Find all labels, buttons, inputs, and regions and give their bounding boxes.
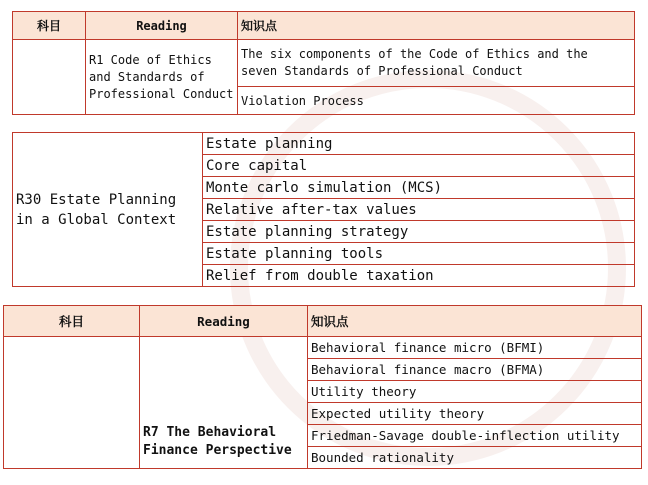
table-row	[4, 337, 642, 359]
knowledge-point-cell: Estate planning tools	[203, 243, 635, 265]
knowledge-point-cell: Core capital	[203, 155, 635, 177]
knowledge-point-cell: Expected utility theory	[308, 403, 642, 425]
reading-cell: R30 Estate Planning in a Global Context	[13, 133, 203, 287]
knowledge-point-cell: The six components of the Code of Ethics and the seven Standards of Professional Conduct	[238, 40, 635, 87]
knowledge-point-cell: Behavioral finance macro (BFMA)	[308, 359, 642, 381]
knowledge-point-cell: Estate planning strategy	[203, 221, 635, 243]
header-subject: 科目	[4, 306, 140, 337]
reading-cell: R1 Code of Ethics and Standards of Professional Conduct	[86, 40, 238, 115]
knowledge-point-cell: Violation Process	[238, 87, 635, 115]
subject-cell	[4, 337, 140, 469]
header-reading: Reading	[86, 12, 238, 40]
header-knowledge-point: 知识点	[308, 306, 642, 337]
table-r30-estate-planning	[12, 132, 635, 287]
table-row	[13, 133, 635, 155]
knowledge-point-cell: Relative after-tax values	[203, 199, 635, 221]
table-header-row	[4, 306, 642, 337]
knowledge-point-cell: Relief from double taxation	[203, 265, 635, 287]
knowledge-point-cell: Estate planning	[203, 133, 635, 155]
table-r1-ethics	[12, 11, 635, 115]
knowledge-point-cell: Bounded rationality	[308, 447, 642, 469]
subject-cell	[13, 40, 86, 115]
knowledge-point-cell: Behavioral finance micro (BFMI)	[308, 337, 642, 359]
header-reading: Reading	[140, 306, 308, 337]
header-subject: 科目	[13, 12, 86, 40]
table-row	[13, 40, 635, 87]
table-header-row	[13, 12, 635, 40]
header-knowledge-point: 知识点	[238, 12, 635, 40]
knowledge-point-cell: Friedman-Savage double-inflection utility	[308, 425, 642, 447]
table-r7-behavioral-finance	[3, 305, 642, 469]
reading-cell: R7 The Behavioral Finance Perspective	[140, 337, 308, 469]
knowledge-point-cell: Monte carlo simulation (MCS)	[203, 177, 635, 199]
knowledge-point-cell: Utility theory	[308, 381, 642, 403]
